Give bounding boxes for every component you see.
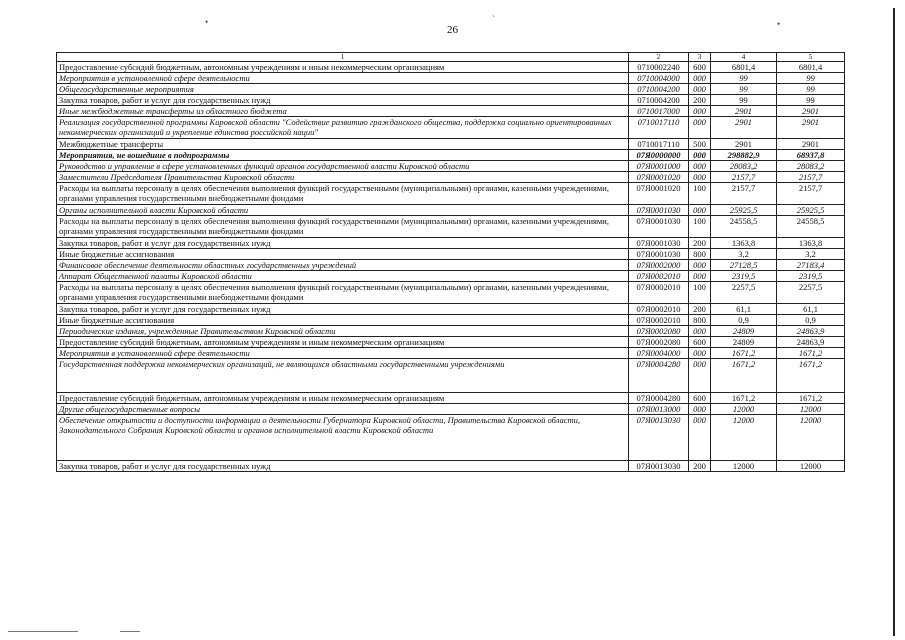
row-value-2-cell: 25925,5 bbox=[777, 205, 845, 216]
row-name-cell: Предоставление субсидий бюджетным, автономным учреждениям и иным некоммерческим организациям bbox=[57, 62, 629, 73]
row-code-cell: 07Я0002010 bbox=[629, 304, 689, 315]
row-type-cell: 000 bbox=[689, 117, 711, 139]
table-row bbox=[57, 95, 845, 106]
row-type-cell: 100 bbox=[689, 282, 711, 304]
row-type-cell: 000 bbox=[689, 106, 711, 117]
row-type-cell: 000 bbox=[689, 260, 711, 271]
row-value-1-cell: 12000 bbox=[711, 404, 777, 415]
row-name-cell: Иные межбюджетные трансферты из областного бюджета bbox=[57, 106, 629, 117]
row-value-2-cell: 99 bbox=[777, 95, 845, 106]
row-name-cell: Расходы на выплаты персоналу в целях обеспечения выполнения функций государственными (муниципальными) органами, казенными учреждениями, органами управления государственными внебюджетными фондами bbox=[57, 282, 629, 304]
table-row bbox=[57, 172, 845, 183]
row-value-2-cell: 12000 bbox=[777, 415, 845, 461]
row-code-cell: 07Я0001020 bbox=[629, 183, 689, 205]
row-value-1-cell: 24558,5 bbox=[711, 216, 777, 238]
row-code-cell: 0710002240 bbox=[629, 62, 689, 73]
row-value-1-cell: 298882,9 bbox=[711, 150, 777, 161]
scan-speck: • bbox=[205, 17, 209, 27]
row-value-1-cell: 24809 bbox=[711, 326, 777, 337]
row-name-cell: Руководство и управление в сфере установленных функций органов государственной власти Кировской области bbox=[57, 161, 629, 172]
row-code-cell: 07Я0013030 bbox=[629, 415, 689, 461]
row-value-2-cell: 1671,2 bbox=[777, 393, 845, 404]
table-row bbox=[57, 315, 845, 326]
row-value-1-cell: 2901 bbox=[711, 117, 777, 139]
row-value-2-cell: 1671,2 bbox=[777, 359, 845, 393]
row-type-cell: 000 bbox=[689, 73, 711, 84]
row-name-cell: Иные бюджетные ассигнования bbox=[57, 315, 629, 326]
table-row bbox=[57, 461, 845, 472]
row-type-cell: 000 bbox=[689, 326, 711, 337]
table-row bbox=[57, 205, 845, 216]
row-value-1-cell: 3,2 bbox=[711, 249, 777, 260]
row-value-1-cell: 1671,2 bbox=[711, 393, 777, 404]
table-row bbox=[57, 249, 845, 260]
page-edge-line bbox=[893, 8, 895, 636]
row-code-cell: 07Я0001020 bbox=[629, 172, 689, 183]
row-type-cell: 600 bbox=[689, 393, 711, 404]
row-type-cell: 200 bbox=[689, 238, 711, 249]
row-value-1-cell: 2901 bbox=[711, 139, 777, 150]
row-value-1-cell: 12000 bbox=[711, 415, 777, 461]
row-code-cell: 0710004200 bbox=[629, 84, 689, 95]
row-code-cell: 0710017110 bbox=[629, 139, 689, 150]
row-name-cell: Мероприятия, не вошедшие в подпрограммы bbox=[57, 150, 629, 161]
row-type-cell: 000 bbox=[689, 359, 711, 393]
table-header-row bbox=[57, 53, 845, 62]
table-row bbox=[57, 106, 845, 117]
row-code-cell: 0710004000 bbox=[629, 73, 689, 84]
row-value-2-cell: 2901 bbox=[777, 117, 845, 139]
row-value-2-cell: 24863,9 bbox=[777, 337, 845, 348]
row-value-2-cell: 61,1 bbox=[777, 304, 845, 315]
row-name-cell: Периодические издания, учрежденные Правительством Кировской области bbox=[57, 326, 629, 337]
row-value-2-cell: 6801,4 bbox=[777, 62, 845, 73]
row-value-2-cell: 2319,5 bbox=[777, 271, 845, 282]
row-value-1-cell: 61,1 bbox=[711, 304, 777, 315]
row-code-cell: 0710017000 bbox=[629, 106, 689, 117]
table-row bbox=[57, 117, 845, 139]
row-code-cell: 07Я0002000 bbox=[629, 260, 689, 271]
row-value-2-cell: 99 bbox=[777, 73, 845, 84]
column-number-3: 3 bbox=[689, 53, 711, 62]
row-name-cell: Финансовое обеспечение деятельности областных государственных учреждений bbox=[57, 260, 629, 271]
row-type-cell: 600 bbox=[689, 337, 711, 348]
row-value-1-cell: 99 bbox=[711, 73, 777, 84]
row-value-1-cell: 12000 bbox=[711, 461, 777, 472]
table-row bbox=[57, 348, 845, 359]
row-code-cell: 07Я0004280 bbox=[629, 393, 689, 404]
row-code-cell: 07Я0002080 bbox=[629, 337, 689, 348]
table-row bbox=[57, 326, 845, 337]
table-row bbox=[57, 393, 845, 404]
row-value-1-cell: 25925,5 bbox=[711, 205, 777, 216]
row-type-cell: 000 bbox=[689, 404, 711, 415]
row-value-1-cell: 0,9 bbox=[711, 315, 777, 326]
row-type-cell: 000 bbox=[689, 271, 711, 282]
row-type-cell: 000 bbox=[689, 172, 711, 183]
row-code-cell: 07Я0004280 bbox=[629, 359, 689, 393]
row-value-2-cell: 12000 bbox=[777, 461, 845, 472]
row-type-cell: 000 bbox=[689, 84, 711, 95]
row-name-cell: Расходы на выплаты персоналу в целях обеспечения выполнения функций государственными (муниципальными) органами, казенными учреждениями, органами управления государственными внебюджетными фондами bbox=[57, 216, 629, 238]
column-number-1: 1 bbox=[57, 53, 629, 62]
row-value-1-cell: 2319,5 bbox=[711, 271, 777, 282]
row-name-cell: Предоставление субсидий бюджетным, автономным учреждениям и иным некоммерческим организациям bbox=[57, 393, 629, 404]
table-row bbox=[57, 337, 845, 348]
table-row bbox=[57, 304, 845, 315]
row-value-2-cell: 68937,8 bbox=[777, 150, 845, 161]
row-type-cell: 200 bbox=[689, 304, 711, 315]
row-name-cell: Закупка товаров, работ и услуг для государственных нужд bbox=[57, 95, 629, 106]
table-row bbox=[57, 359, 845, 393]
row-code-cell: 07Я0002010 bbox=[629, 282, 689, 304]
row-value-1-cell: 1363,8 bbox=[711, 238, 777, 249]
row-type-cell: 600 bbox=[689, 62, 711, 73]
row-name-cell: Мероприятия в установленной сфере деятельности bbox=[57, 348, 629, 359]
table-row bbox=[57, 62, 845, 73]
row-value-2-cell: 24558,5 bbox=[777, 216, 845, 238]
table-row bbox=[57, 139, 845, 150]
column-number-5: 5 bbox=[777, 53, 845, 62]
row-value-2-cell: 2157,7 bbox=[777, 172, 845, 183]
table-row bbox=[57, 404, 845, 415]
table-row bbox=[57, 73, 845, 84]
table-row bbox=[57, 150, 845, 161]
row-code-cell: 07Я0004000 bbox=[629, 348, 689, 359]
row-code-cell: 07Я0001030 bbox=[629, 249, 689, 260]
row-value-2-cell: 27183,4 bbox=[777, 260, 845, 271]
row-value-1-cell: 99 bbox=[711, 84, 777, 95]
row-name-cell: Общегосударственные мероприятия bbox=[57, 84, 629, 95]
table-row bbox=[57, 84, 845, 95]
row-value-2-cell: 28083,2 bbox=[777, 161, 845, 172]
row-type-cell: 200 bbox=[689, 95, 711, 106]
row-type-cell: 000 bbox=[689, 150, 711, 161]
row-value-2-cell: 2901 bbox=[777, 106, 845, 117]
scan-speck: ` bbox=[492, 14, 495, 24]
row-code-cell: 07Я0002010 bbox=[629, 271, 689, 282]
row-type-cell: 000 bbox=[689, 348, 711, 359]
table-row bbox=[57, 271, 845, 282]
row-value-2-cell: 2157,7 bbox=[777, 183, 845, 205]
row-type-cell: 800 bbox=[689, 249, 711, 260]
row-type-cell: 100 bbox=[689, 183, 711, 205]
row-name-cell: Мероприятия в установленной сфере деятельности bbox=[57, 73, 629, 84]
scan-artifact bbox=[8, 631, 78, 632]
row-code-cell: 07Я0001000 bbox=[629, 161, 689, 172]
row-value-2-cell: 2257,5 bbox=[777, 282, 845, 304]
table-row bbox=[57, 260, 845, 271]
row-value-2-cell: 2901 bbox=[777, 139, 845, 150]
row-type-cell: 500 bbox=[689, 139, 711, 150]
row-value-2-cell: 3,2 bbox=[777, 249, 845, 260]
table-row bbox=[57, 183, 845, 205]
row-code-cell: 0710004200 bbox=[629, 95, 689, 106]
row-value-2-cell: 1671,2 bbox=[777, 348, 845, 359]
row-code-cell: 07Я0002080 bbox=[629, 326, 689, 337]
row-value-2-cell: 12000 bbox=[777, 404, 845, 415]
row-value-1-cell: 2157,7 bbox=[711, 183, 777, 205]
table-row bbox=[57, 415, 845, 461]
budget-table-body bbox=[57, 53, 845, 472]
row-name-cell: Межбюджетные трансферты bbox=[57, 139, 629, 150]
row-code-cell: 0710017110 bbox=[629, 117, 689, 139]
row-type-cell: 800 bbox=[689, 315, 711, 326]
row-code-cell: 07Я0001030 bbox=[629, 205, 689, 216]
scan-artifact bbox=[120, 631, 140, 632]
row-value-1-cell: 1671,2 bbox=[711, 359, 777, 393]
row-code-cell: 07Я0013030 bbox=[629, 461, 689, 472]
row-name-cell: Реализация государственной программы Кировской области "Содействие развитию гражданского общества, поддержка социально ориентированных некоммерческих организаций и укрепление единства российской нации" bbox=[57, 117, 629, 139]
row-type-cell: 100 bbox=[689, 216, 711, 238]
row-value-2-cell: 99 bbox=[777, 84, 845, 95]
row-value-1-cell: 1671,2 bbox=[711, 348, 777, 359]
row-value-1-cell: 2901 bbox=[711, 106, 777, 117]
row-code-cell: 07Я0001030 bbox=[629, 216, 689, 238]
row-code-cell: 07Я0002010 bbox=[629, 315, 689, 326]
row-name-cell: Закупка товаров, работ и услуг для государственных нужд bbox=[57, 238, 629, 249]
column-number-4: 4 bbox=[711, 53, 777, 62]
page-number: 26 bbox=[447, 24, 458, 36]
row-name-cell: Расходы на выплаты персоналу в целях обеспечения выполнения функций государственными (муниципальными) органами, казенными учреждениями, органами управления государственными внебюджетными фондами bbox=[57, 183, 629, 205]
row-name-cell: Другие общегосударственные вопросы bbox=[57, 404, 629, 415]
row-value-1-cell: 99 bbox=[711, 95, 777, 106]
row-value-1-cell: 6801,4 bbox=[711, 62, 777, 73]
table-row bbox=[57, 216, 845, 238]
row-value-2-cell: 24863,9 bbox=[777, 326, 845, 337]
budget-table bbox=[56, 52, 845, 472]
row-value-1-cell: 28083,2 bbox=[711, 161, 777, 172]
scan-speck: • bbox=[777, 19, 781, 29]
row-name-cell: Государственная поддержка некоммерческих организаций, не являющихся областными государственными учреждениями bbox=[57, 359, 629, 393]
row-code-cell: 07Я0001030 bbox=[629, 238, 689, 249]
row-value-2-cell: 1363,8 bbox=[777, 238, 845, 249]
row-code-cell: 07Я0000000 bbox=[629, 150, 689, 161]
row-value-1-cell: 27128,5 bbox=[711, 260, 777, 271]
column-number-2: 2 bbox=[629, 53, 689, 62]
row-value-1-cell: 24809 bbox=[711, 337, 777, 348]
row-value-2-cell: 0,9 bbox=[777, 315, 845, 326]
row-value-1-cell: 2157,7 bbox=[711, 172, 777, 183]
row-name-cell: Закупка товаров, работ и услуг для государственных нужд bbox=[57, 461, 629, 472]
table-row bbox=[57, 282, 845, 304]
row-type-cell: 200 bbox=[689, 461, 711, 472]
row-type-cell: 000 bbox=[689, 205, 711, 216]
row-name-cell: Предоставление субсидий бюджетным, автономным учреждениям и иным некоммерческим организациям bbox=[57, 337, 629, 348]
row-name-cell: Аппарат Общественной палаты Кировской области bbox=[57, 271, 629, 282]
row-code-cell: 07Я0013000 bbox=[629, 404, 689, 415]
row-type-cell: 000 bbox=[689, 415, 711, 461]
row-name-cell: Закупка товаров, работ и услуг для государственных нужд bbox=[57, 304, 629, 315]
row-name-cell: Иные бюджетные ассигнования bbox=[57, 249, 629, 260]
row-name-cell: Обеспечение открытости и доступности информации о деятельности Губернатора Кировской области, Правительства Кировской области, Законодательного Собрания Кировской области и органов исполнительной власти Кировской области bbox=[57, 415, 629, 461]
table-row bbox=[57, 161, 845, 172]
row-value-1-cell: 2257,5 bbox=[711, 282, 777, 304]
row-name-cell: Органы исполнительной власти Кировской области bbox=[57, 205, 629, 216]
row-type-cell: 000 bbox=[689, 161, 711, 172]
row-name-cell: Заместители Председателя Правительства Кировской области bbox=[57, 172, 629, 183]
table-row bbox=[57, 238, 845, 249]
